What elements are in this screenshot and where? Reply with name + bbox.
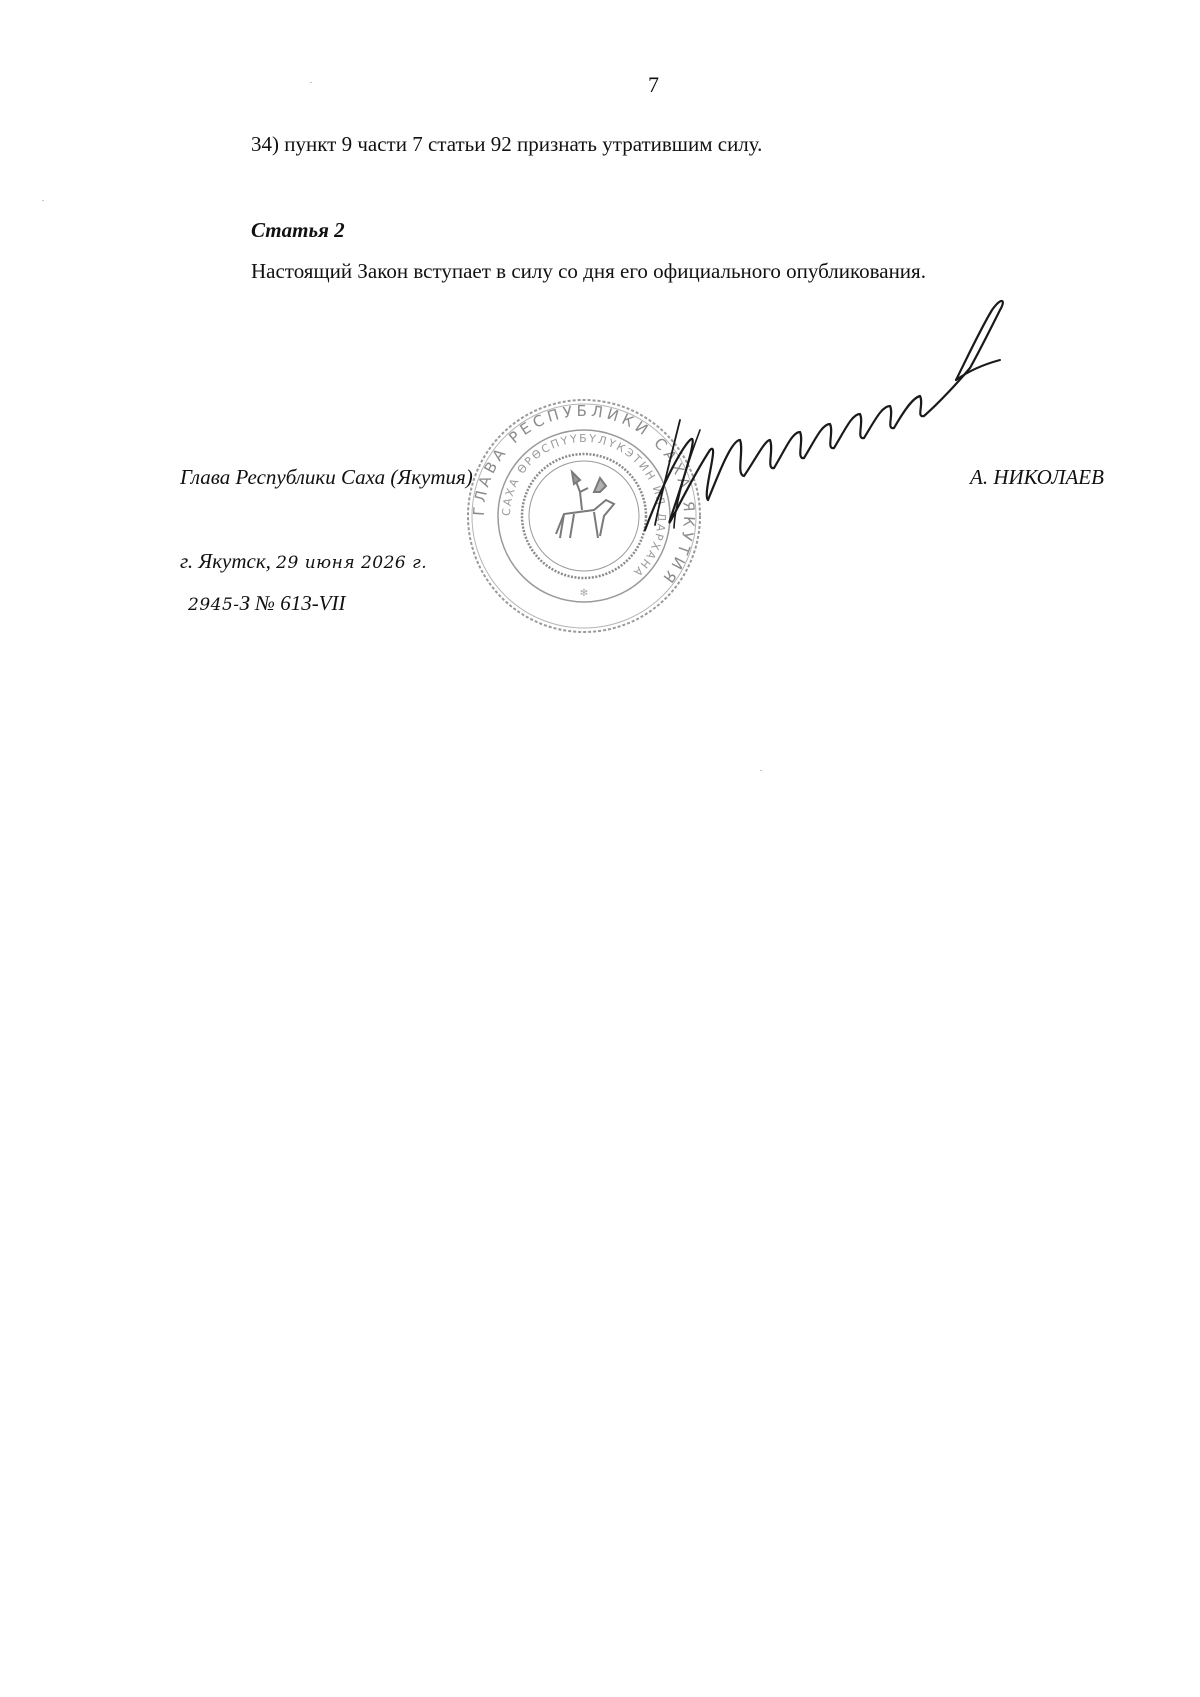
svg-text:✻: ✻ (579, 588, 589, 599)
handwritten-signature (640, 290, 1090, 540)
place-and-date (180, 549, 427, 574)
signer-name: А. НИКОЛАЕВ (970, 465, 1104, 489)
emblem-rider-icon (556, 472, 614, 538)
article-2-heading: Статья 2 (251, 218, 345, 242)
handwritten-law-number-prefix: 2945- (188, 595, 240, 615)
signer-title: Глава Республики Саха (Якутия) (180, 465, 473, 489)
scan-speck (42, 200, 44, 201)
place-label: г. Якутск, (180, 549, 271, 573)
handwritten-date: 29 июня 2026 г. (276, 553, 428, 573)
scan-speck (310, 82, 312, 83)
printed-law-number: З № 613-VII (239, 591, 346, 615)
svg-text:САХА ӨРӨСПҮҮБҮЛҮКЭТИН ИЛ ДАРХА: САХА ӨРӨСПҮҮБҮЛҮКЭТИН ИЛ ДАРХАНА (499, 431, 669, 580)
scan-speck (760, 770, 762, 771)
law-number (188, 591, 346, 616)
item-34-text: 34) пункт 9 части 7 статьи 92 признать утратившим силу. (251, 132, 763, 156)
article-2-text: Настоящий Закон вступает в силу со дня его официального опубликования. (251, 259, 926, 283)
svg-text:ГЛАВА РЕСПУБЛИКИ САХА ЯКУТИЯ: ГЛАВА РЕСПУБЛИКИ САХА ЯКУТИЯ (469, 401, 699, 590)
page-number: 7 (648, 72, 659, 97)
